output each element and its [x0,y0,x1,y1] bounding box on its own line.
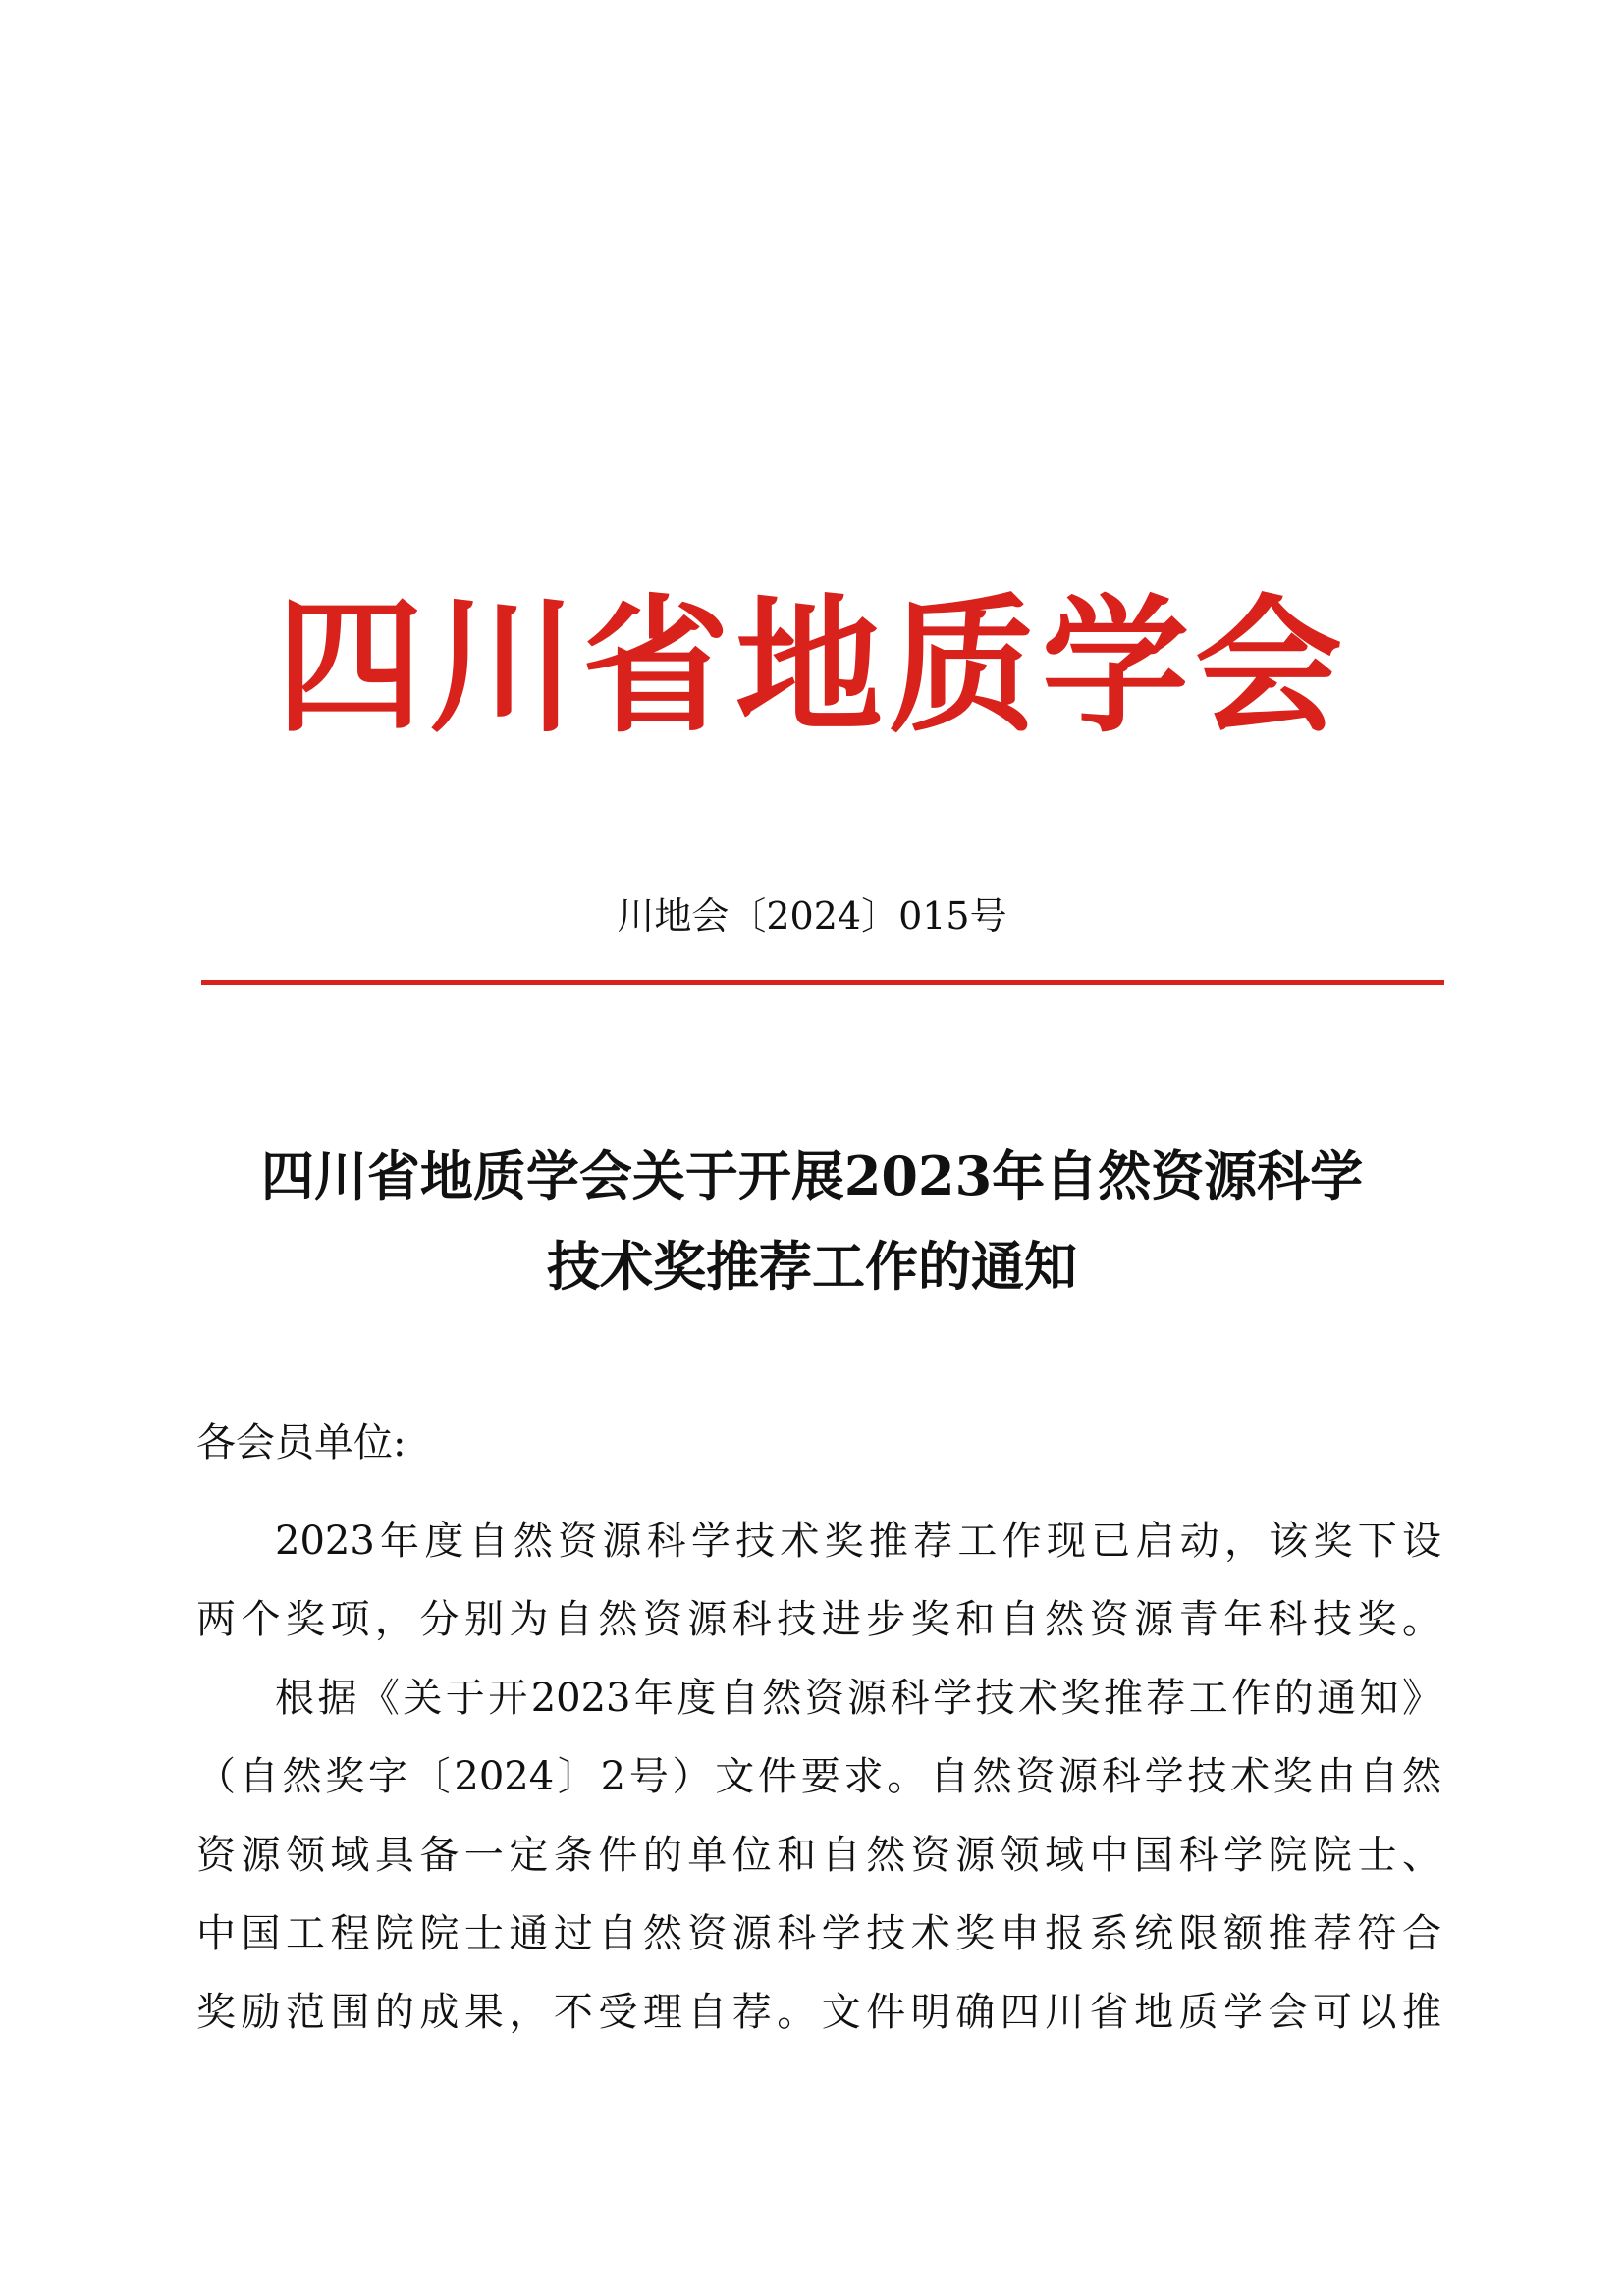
body-line: （自然奖字〔2024〕2号）文件要求。自然资源科学技术奖由自然 [196,1754,1441,1799]
body-line: 两个奖项，分别为自然资源科技进步奖和自然资源青年科技奖。 [196,1597,1441,1642]
title-line-2: 技术奖推荐工作的通知 [547,1235,1077,1298]
body-line: 奖励范围的成果，不受理自荐。文件明确四川省地质学会可以推 [196,1990,1441,2035]
red-divider [201,980,1444,985]
body-line: 2023年度自然资源科学技术奖推荐工作现已启动，该奖下设 [275,1519,1441,1564]
body-line: 资源领域具备一定条件的单位和自然资源领域中国科学院院士、 [196,1833,1441,1878]
body-line: 根据《关于开2023年度自然资源科学技术奖推荐工作的通知》 [275,1676,1441,1721]
title-line-1: 四川省地质学会关于开展2023年自然资源科学 [260,1145,1364,1207]
document-title [187,1131,1437,1311]
document-number: 川地会〔2024〕015号 [617,894,1007,937]
body-line: 中国工程院院士通过自然资源科学技术奖申报系统限额推荐符合 [196,1911,1441,1956]
organization-name: 四川省地质学会 [275,582,1348,753]
body-text [196,1502,1441,2052]
salutation: 各会员单位: [196,1420,406,1466]
